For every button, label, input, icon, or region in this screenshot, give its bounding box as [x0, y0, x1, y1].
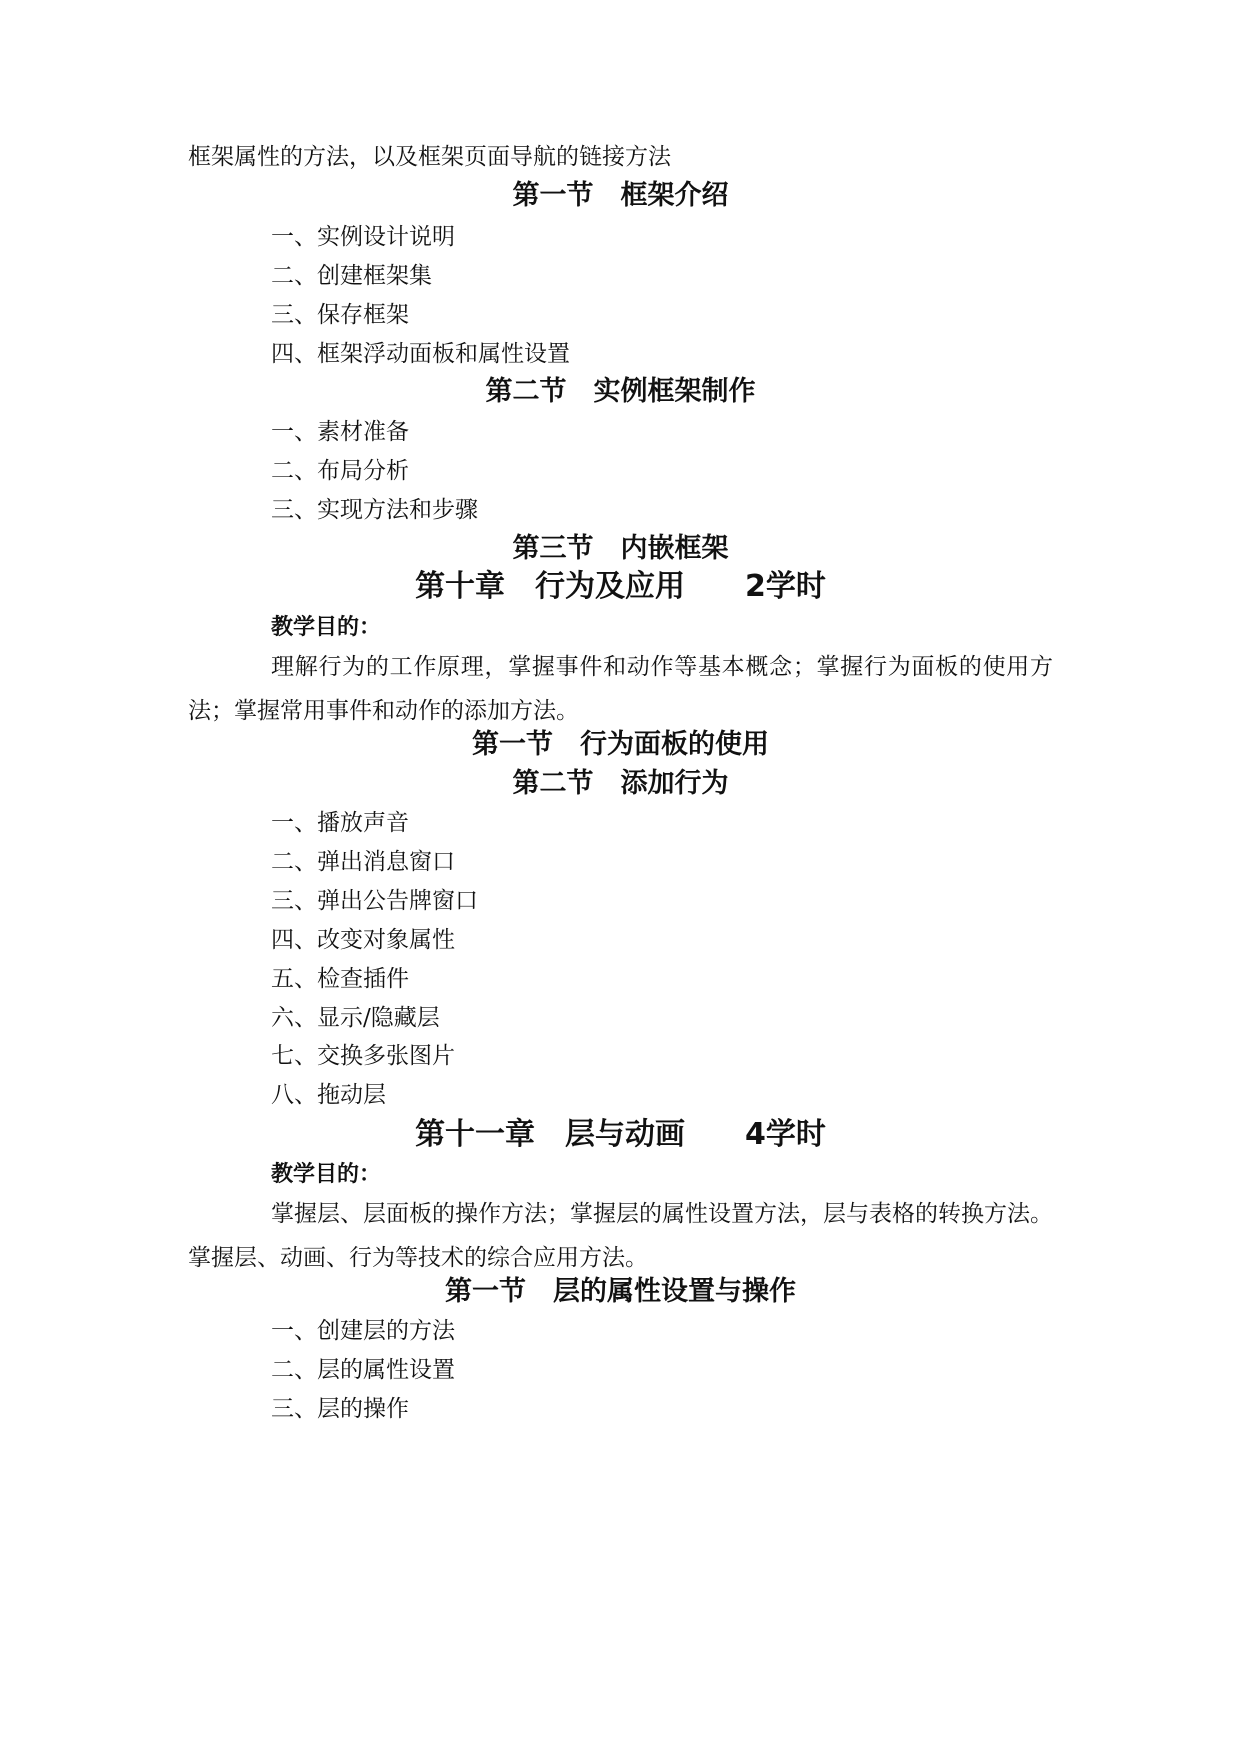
list-item: 二、布局分析: [271, 458, 409, 484]
list-item: 七、交换多张图片: [271, 1043, 455, 1069]
list-item: 三、层的操作: [271, 1396, 409, 1422]
section-title: 第二节 实例框架制作: [485, 376, 756, 407]
teaching-goal-label: 教学目的：: [271, 1162, 382, 1187]
teaching-goal-paragraph: 理解行为的工作原理，掌握事件和动作等基本概念；掌握行为面板的使用方法；掌握常用事件和动作的添加方法。: [188, 654, 1053, 724]
chapter-title: 第十章 行为及应用 2学时: [415, 569, 826, 604]
list-item: 八、拖动层: [271, 1082, 386, 1108]
list-item: 二、创建框架集: [271, 263, 432, 289]
list-item: 一、创建层的方法: [271, 1318, 455, 1344]
teaching-goal-label: 教学目的：: [271, 615, 382, 640]
list-item: 三、弹出公告牌窗口: [271, 888, 478, 914]
section-title: 第一节 框架介绍: [512, 180, 729, 211]
list-item: 二、弹出消息窗口: [271, 849, 455, 875]
list-item: 六、显示/隐藏层: [271, 1005, 440, 1031]
list-item: 二、层的属性设置: [271, 1357, 455, 1383]
list-item: 五、检查插件: [271, 966, 409, 992]
list-item: 三、实现方法和步骤: [271, 497, 478, 523]
list-item: 三、保存框架: [271, 302, 409, 328]
chapter-title: 第十一章 层与动画 4学时: [415, 1117, 826, 1152]
section-title: 第二节 添加行为: [512, 768, 729, 799]
teaching-goal-paragraph: 掌握层、层面板的操作方法；掌握层的属性设置方法，层与表格的转换方法。掌握层、动画、行为等技术的综合应用方法。: [188, 1201, 1053, 1271]
list-item: 一、素材准备: [271, 419, 409, 445]
list-item: 一、实例设计说明: [271, 224, 455, 250]
intro-line: 框架属性的方法，以及框架页面导航的链接方法: [188, 144, 671, 170]
section-title: 第一节 行为面板的使用: [472, 729, 769, 760]
list-item: 一、播放声音: [271, 810, 409, 836]
list-item: 四、改变对象属性: [271, 927, 455, 953]
section-title: 第三节 内嵌框架: [512, 533, 729, 564]
list-item: 四、框架浮动面板和属性设置: [271, 341, 570, 367]
section-title: 第一节 层的属性设置与操作: [445, 1276, 796, 1307]
